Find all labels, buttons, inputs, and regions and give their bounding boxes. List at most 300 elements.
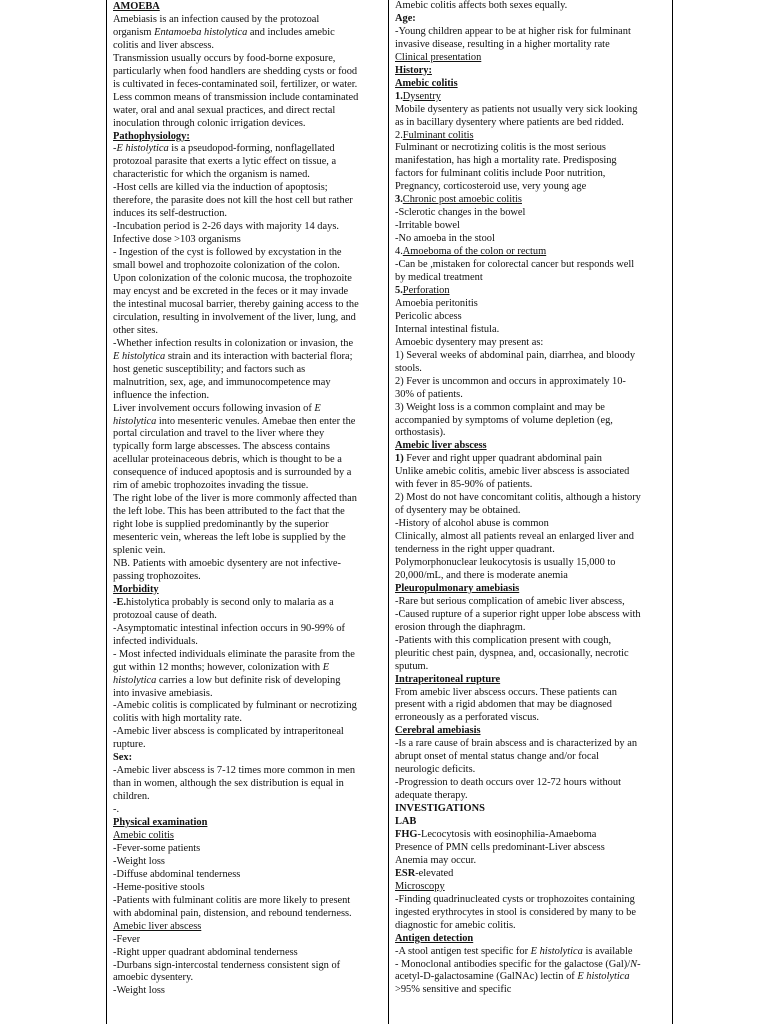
text-segment: ESR [395,867,416,879]
text-segment: -Asymptomatic intestinal infection occurs in 90-99% of [113,622,346,634]
text-segment: -Incubation period is 2-26 days with majority 14 days. [113,221,339,233]
text-line [113,972,384,985]
text-segment: Amebic liver abscess [113,920,202,932]
text-segment: stools. [395,362,422,374]
text-line [395,142,668,155]
text-segment: -Diffuse abdominal tenderness [113,868,241,880]
text-line [395,725,668,738]
text-line [113,390,384,403]
text-line [395,363,668,376]
text-line [113,545,384,558]
text-line [395,816,668,829]
text-line [395,13,668,26]
text-segment: histolytica probably is second only to malaria as a [126,596,334,608]
text-segment: organism [113,26,155,38]
text-segment: -Caused rupture of a superior right upper lobe abscess with [395,608,641,620]
text-line [113,895,384,908]
section-heading: Cerebral amebiasis [395,725,481,737]
text-line [395,104,668,117]
text-line [395,233,668,246]
text-line [395,790,668,803]
text-segment: E histolytica [113,350,166,362]
text-line [395,894,668,907]
section-heading: Amebic colitis [395,77,458,89]
text-segment: Age: [395,12,416,24]
text-line [113,118,384,131]
text-segment: -Patients with fulminant colitis are more likely to present [113,894,351,906]
text-segment: induces its self-destruction. [113,208,227,220]
text-segment: children. [113,791,150,803]
text-segment: inoculation through colonic irrigation devices. [113,117,306,129]
text-segment: -Amebic liver abscess is complicated by intraperitoneal [113,726,344,738]
section-heading: AMOEBA [113,1,160,12]
text-line [395,764,668,777]
text-segment: with abdominal pain, distension, and rebound tenderness. [113,907,352,919]
text-line [113,377,384,390]
text-line [395,259,668,272]
text-segment: Unlike amebic colitis, amebic liver abscess is associated [395,466,630,478]
text-segment: circulation, resulting in involvement of the liver, lung, and [113,311,356,323]
text-line [113,662,384,675]
text-segment: -Young children appear to be at higher risk for fulminant [395,25,631,37]
text-segment: histolytica [113,415,157,427]
text-segment: Chronic post amoebic colitis [402,194,522,206]
text-line [395,155,668,168]
text-line [113,558,384,571]
text-line [113,882,384,895]
text-segment: particularly when food handlers are shedding cysts or food [113,65,358,77]
text-line [395,65,668,78]
text-segment: Fulminant colitis [402,129,474,141]
text-segment: small bowel and trophozoite colonization of the colon. [113,260,340,272]
text-segment: into mesenteric venules. Amebae then enter the [156,415,356,427]
text-segment: factors for fulminant colitis include Poor nutrition, [395,168,606,180]
text-line [395,453,668,466]
text-segment: acellular proteinaceous debris, which is thought to be a [113,454,342,466]
text-segment: -elevated [415,867,454,879]
section-heading: Pathophysiology: [113,130,190,142]
text-line [395,130,668,143]
text-segment: Internal intestinal fistula. [395,323,500,335]
text-segment: -Amebic colitis is complicated by fulminant or necrotizing [113,700,357,712]
text-segment: manifestation, has high a mortality rate. Predisposing [395,155,617,167]
text-line [113,208,384,221]
text-line [395,0,668,13]
text-segment: 1) Several weeks of abdominal pain, diarrhea, and bloody [395,349,636,361]
text-segment: E histolytica [116,143,169,155]
text-segment: NB. Patients with amoebic dysentery are not infective- [113,557,341,569]
text-segment: sputum. [395,660,429,672]
text-segment: 2) Fever is uncommon and occurs in approximately 10- [395,375,626,387]
text-segment: -Sclerotic changes in the bowel [395,207,526,219]
text-segment: Amoebia peritonitis [395,297,478,309]
text-line [395,674,668,687]
text-line [395,699,668,712]
section-heading: Intraperitoneal rupture [395,673,501,685]
right-column [388,0,672,1024]
text-segment: typically form large abscesses. The abscess contains [113,441,330,453]
text-segment: Sex: [113,752,133,764]
text-segment: 20,000/mL, and there is moderate anemia [395,569,568,581]
text-segment: -Is a rare cause of brain abscess and is characterized by an [395,738,638,750]
text-segment: erosion through the diaphragm. [395,621,526,633]
text-segment: Amoebic dysentery may present as: [395,336,544,348]
text-segment: FHG [395,829,418,840]
text-line [113,156,384,169]
text-segment: mesenteric vein, whereas the left lobe is supplied by the [113,532,346,544]
text-segment: right lobe is supplied predominantly by the superior [113,519,329,531]
text-segment: neurologic deficits. [395,764,476,776]
text-line [395,311,668,324]
text-segment: Upon colonization of the colonic mucosa, the trophozoite [113,273,352,285]
text-line [113,960,384,973]
text-segment: splenic vein. [113,545,166,557]
text-line [395,427,668,440]
text-line [113,571,384,584]
text-line [395,440,668,453]
text-segment: Clinical presentation [395,51,482,63]
text-segment: infected individuals. [113,635,198,647]
text-line [113,467,384,480]
text-segment: Presence of PMN cells predominant-Liver abscess [395,841,605,853]
text-segment: present with a rigid abdomen that may be diagnosed [395,699,612,711]
section-heading: Morbidity [113,583,159,595]
text-line [113,610,384,623]
text-line [395,39,668,52]
text-line [395,26,668,39]
text-segment: acetyl-D-galactosamine (GalNAc) lectin of [395,971,578,983]
text-line [113,53,384,66]
text-segment: -Lecocytosis with eosinophilia-Amaeboma [417,829,597,840]
text-line [395,609,668,622]
text-line [113,934,384,947]
text-line [113,143,384,156]
text-segment: Fulminant or necrotizing colitis is the most serious [395,142,606,154]
text-segment: - Most infected individuals eliminate the parasite from the [113,648,355,660]
text-segment: -Irritable bowel [395,220,460,232]
text-line [395,803,668,816]
text-line [395,337,668,350]
text-line [395,868,668,881]
text-segment: Liver involvement occurs following invasion of [113,402,315,414]
text-segment: -Can be ,mistaken for colorectal cancer but responds well [395,259,635,271]
text-line [395,492,668,505]
text-line [113,40,384,53]
text-segment: rupture. [113,739,146,751]
left-column [107,0,388,1024]
text-line [113,364,384,377]
text-line [395,920,668,933]
text-line [395,984,668,997]
text-segment: tenderness in the right upper quadrant. [395,544,555,556]
text-segment: E histolytica [577,971,630,983]
text-segment: other sites. [113,324,159,336]
text-segment: malnutrition, sex, age, and immunocompetence may [113,376,331,388]
text-segment: Microscopy [395,880,445,892]
text-line [395,570,668,583]
text-line [395,531,668,544]
text-line [113,66,384,79]
text-line [395,350,668,363]
text-segment: of dysentery may be obtained. [395,505,521,517]
text-line [395,117,668,130]
text-segment: protozoal parasite that exerts a lytic effect on tissue, a [113,156,337,168]
text-segment: -E. [113,596,126,608]
text-segment: -Host cells are killed via the induction of apoptosis; [113,182,328,194]
text-line [113,221,384,234]
text-segment: INVESTIGATIONS [395,803,485,815]
text-segment: by medical treatment [395,272,483,284]
text-line [395,168,668,181]
text-line [113,131,384,144]
text-line [113,454,384,467]
text-line [395,971,668,984]
text-line [113,636,384,649]
text-line [395,829,668,842]
text-segment: influence the infection. [113,389,210,401]
text-line [113,27,384,40]
text-line [113,726,384,739]
text-segment: 5. [395,284,403,296]
text-line [113,675,384,688]
text-segment: -Patients with this complication present with cough, [395,634,612,646]
text-segment: 3) Weight loss is a common complaint and may be [395,401,605,413]
text-segment: -Rare but serious complication of amebic liver abscess, [395,595,625,607]
text-line [113,739,384,752]
text-line [113,830,384,843]
text-line [395,207,668,220]
text-line [113,286,384,299]
text-segment: -Weight loss [113,985,165,997]
text-segment: - [637,958,641,970]
text-line [113,480,384,493]
text-segment: characteristic for which the organism is named. [113,169,310,181]
text-segment: - [113,143,117,155]
text-line [395,946,668,959]
text-line [113,713,384,726]
text-line [395,415,668,428]
text-segment: -Fever [113,933,141,945]
text-segment: E [322,661,330,673]
text-line [113,908,384,921]
text-segment: 4. [395,246,403,258]
text-line [113,985,384,998]
text-segment: as in bacillary dysentery where patients are bed ridded. [395,116,624,128]
text-line [395,648,668,661]
text-segment: Infective dose >103 organisms [113,234,241,246]
text-segment: therefore, the parasite does not kill the host cell but rather [113,195,353,207]
text-segment: than in women, although the sex distribution is equal in [113,778,344,790]
text-segment: Polymorphonuclear leukocytosis is usually 15,000 to [395,556,616,568]
text-line [113,195,384,208]
text-segment: -Amebic liver abscess is 7-12 times more common in men [113,765,356,777]
text-line [395,959,668,972]
text-segment: 30% of patients. [395,388,463,400]
text-segment: Amebic colitis [113,830,174,841]
text-segment: colitis with high mortality rate. [113,713,242,725]
text-segment: pleuritic chest pain, dyspnea, and, occasionally, necrotic [395,647,629,659]
text-line [113,921,384,934]
text-line [395,181,668,194]
text-line [395,557,668,570]
text-line [113,752,384,765]
text-line [113,1,384,14]
text-line [395,376,668,389]
text-segment: Amebiasis is an infection caused by the protozoal [113,13,320,25]
text-line [395,842,668,855]
text-segment: may encyst and be excreted in the feces or it may invade [113,285,349,297]
text-segment: portal circulation and travel to the liver where they [113,428,325,440]
text-segment: abrupt onset of mental status change and/or focal [395,751,599,763]
text-segment: adequate therapy. [395,790,468,802]
text-line [395,712,668,725]
text-segment: -Heme-positive stools [113,881,205,893]
text-line [395,738,668,751]
text-line [113,532,384,545]
text-segment: accompanied by symptoms of volume depletion (eg, [395,414,613,426]
text-line [395,479,668,492]
text-line [395,583,668,596]
text-line [395,246,668,259]
text-segment: -Whether infection results in colonization or invasion, the [113,337,354,349]
text-segment: -No amoeba in the stool [395,233,495,245]
text-line [113,519,384,532]
text-segment: The right lobe of the liver is more commonly affected than [113,493,357,505]
text-line [113,338,384,351]
text-segment: 1) [395,453,404,465]
text-line [395,855,668,868]
text-segment: Transmission usually occurs by food-borne exposure, [113,52,336,64]
text-line [113,403,384,416]
text-segment: water, oral and anal sexual practices, and direct rectal [113,104,336,116]
text-segment: host genetic susceptibility; and factors such as [113,363,306,375]
text-segment: E histolytica [530,945,583,957]
text-line [395,220,668,233]
text-segment: -Fever-some patients [113,842,201,854]
text-segment: gut within 12 months; however, colonization with [113,661,323,673]
text-line [113,312,384,325]
text-segment: 2. [395,129,403,141]
text-line [113,688,384,701]
text-line [113,428,384,441]
document-page [106,0,673,1024]
text-line [395,298,668,311]
text-segment: with fever in 85-90% of patients. [395,479,533,491]
text-line [113,778,384,791]
text-segment: E [314,402,321,414]
text-segment: carries a low but definite risk of developing [156,674,341,686]
text-line [395,544,668,557]
text-segment: Pericolic abcess [395,310,462,322]
text-line [395,505,668,518]
text-line [113,493,384,506]
text-line [113,234,384,247]
section-heading: Physical examination [113,817,208,829]
text-line [395,78,668,91]
text-segment: and includes amebic [247,26,335,38]
text-line [113,260,384,273]
text-segment: strain and its interaction with bacterial flora; [165,350,353,362]
text-segment: the left lobe. This has been attributed to the fact that the [113,506,345,518]
text-line [113,623,384,636]
text-line [113,856,384,869]
text-segment: - Ingestion of the cyst is followed by excystation in the [113,247,342,259]
text-segment: passing trophozoites. [113,570,201,582]
text-segment: is available [582,945,633,957]
text-line [113,584,384,597]
text-segment: orthostasis). [395,427,446,439]
text-segment: consequence of induced apoptosis and is surrounded by a [113,467,352,479]
text-segment: histolytica [113,674,157,686]
text-segment: into invasive amebiasis. [113,687,213,699]
text-segment: is cultivated in feces-contaminated soil, fertilizer, or water. [113,78,358,90]
text-segment: 2) Most do not have concomitant colitis, although a history [395,492,641,504]
text-segment: Pregnancy, corticosteroid use, very young age [395,181,587,193]
text-line [395,272,668,285]
section-heading: Amebic liver abscess [395,440,487,452]
text-line [113,182,384,195]
text-segment: Mobile dysentery as patients not usually very sick looking [395,103,638,115]
text-segment: -A stool antigen test specific for [395,945,531,957]
text-segment: From amebic liver abscess occurs. These patients can [395,686,617,698]
text-segment: Fever and right upper quadrant abdominal pain [403,453,602,465]
text-line [395,751,668,764]
text-segment: -Finding quadrinucleated cysts or trophozoites containing [395,893,635,905]
text-line [395,622,668,635]
text-line [395,881,668,894]
text-segment: invasive disease, resulting in a higher mortality rate [395,38,610,50]
text-segment: colitis and liver abscess. [113,39,214,51]
text-line [113,649,384,662]
text-line [113,700,384,713]
text-segment: rim of amebic trophozoites invading the tissue. [113,480,309,492]
text-segment: amoebic dysentery. [113,972,194,984]
text-line [113,92,384,105]
text-line [395,91,668,104]
text-segment: Less common means of transmission include contaminated [113,91,359,103]
text-segment: diagnostic for amebic colitis. [395,919,516,931]
text-line [113,441,384,454]
text-line [395,635,668,648]
text-line [395,596,668,609]
text-segment: Dysentry [402,90,441,102]
text-segment: Amebic colitis affects both sexes equally. [395,0,568,11]
text-segment: -Weight loss [113,855,165,867]
text-line [113,351,384,364]
text-line [395,194,668,207]
text-line [395,661,668,674]
text-segment: -Progression to death occurs over 12-72 hours without [395,777,621,789]
text-segment: -Durbans sign-intercostal tenderness consistent sign of [113,959,341,971]
text-line [395,518,668,531]
text-line [113,416,384,429]
text-segment: the intestinal mucosal barrier, thereby gaining access to the [113,298,359,310]
text-line [113,247,384,260]
text-line [113,79,384,92]
text-segment: >95% sensitive and specific [395,984,512,996]
section-heading: History: [395,64,432,76]
text-segment: Perforation [402,284,450,296]
text-line [395,466,668,479]
text-segment: 1. [395,90,403,102]
text-segment: Amoeboma of the colon or rectum [402,246,547,258]
text-line [113,791,384,804]
section-heading: Pleuropulmonary amebiasis [395,582,520,594]
text-segment: -History of alcohol abuse is common [395,518,549,530]
text-line [113,804,384,817]
text-segment: Entamoeba histolytica [154,26,248,38]
text-line [113,817,384,830]
